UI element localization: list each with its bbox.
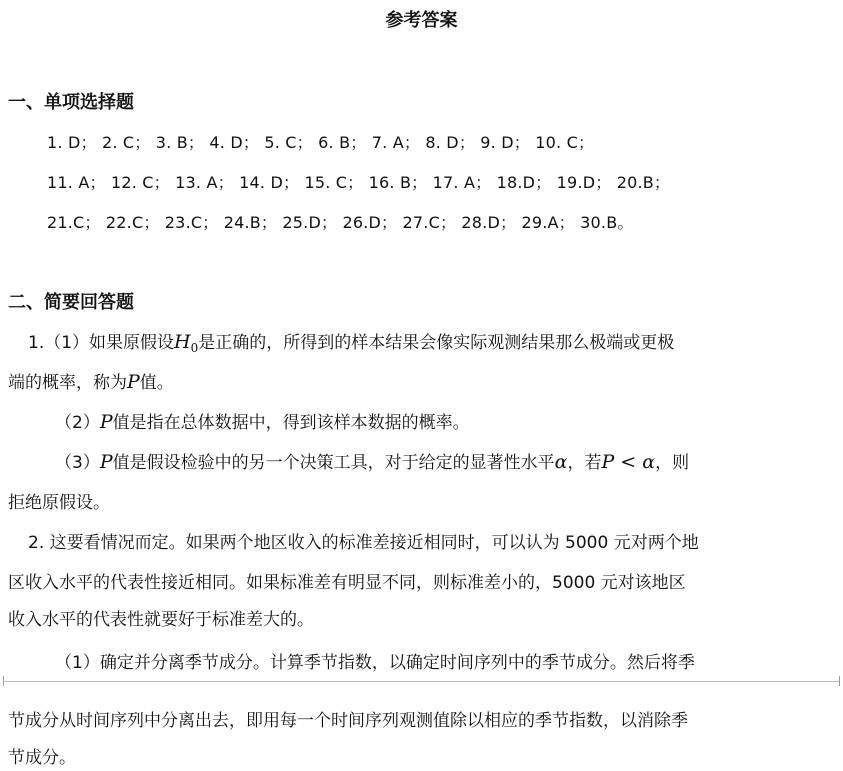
q1-text: ，若 (567, 453, 602, 473)
q2-line5: 节成分从时间序列中分离出去，即用每一个时间序列观测值除以相应的季节指数，以消除季 (8, 711, 688, 731)
symbol-alpha: α (554, 451, 568, 473)
inequality: P < α (601, 451, 656, 473)
symbol-p: P (127, 371, 140, 393)
q1-text: ，则 (655, 453, 690, 473)
section-heading-choice: 一、单项选择题 (8, 92, 134, 113)
q2-line4: （1）确定并分离季节成分。计算季节指数，以确定时间序列中的季节成分。然后将季 (55, 653, 695, 673)
q2-line6: 节成分。 (8, 748, 76, 768)
q1-text: 1.（1）如果原假设 (28, 333, 175, 353)
q1-text: 值。 (139, 373, 174, 393)
q1-part3-line1 (55, 448, 843, 473)
q1-text: 是正确的，所得到的样本结果会像实际观测结果那么极端或更极 (198, 333, 675, 353)
q1-text: （2） (55, 413, 100, 433)
answer-row-2: 11. A； 12. C； 13. A； 14. D； 15. C； 16. B； 17. A； 18.D； 19.D； 20.B； (47, 173, 671, 192)
answer-row-3: 21.C； 22.C； 23.C； 24.B； 25.D； 26.D； 27.C； 28.D； 29.A； 30.B。 (47, 213, 634, 232)
q2-line1: 2. 这要看情况而定。如果两个地区收入的标准差接近相同时，可以认为 5000 元对两个地 (28, 533, 699, 553)
q1-part1-line1 (28, 328, 843, 355)
q1-text: （3） (55, 453, 100, 473)
answer-row-1: 1. D； 2. C； 3. B； 4. D； 5. C； 6. B； 7. A； 8. D； 9. D； 10. C； (47, 133, 595, 152)
q1-part3-line2: 拒绝原假设。 (8, 493, 110, 513)
page-break-divider (0, 680, 843, 684)
symbol-p: P (99, 451, 113, 473)
q1-text: 值是指在总体数据中，得到该样本数据的概率。 (112, 413, 470, 433)
q2-line3: 收入水平的代表性就要好于标准差大的。 (8, 610, 314, 630)
symbol-p: P (99, 411, 113, 433)
page-break-right-marker (836, 676, 840, 686)
page-title: 参考答案 (385, 10, 458, 31)
section-heading-short-answer: 二、简要回答题 (8, 292, 134, 313)
symbol-h0: $H_0$ (174, 331, 199, 355)
q1-text: 端的概率，称为 (8, 373, 127, 393)
q1-text: 值是假设检验中的另一个决策工具，对于给定的显著性水平 (112, 453, 555, 473)
page-break-line (3, 681, 840, 682)
q1-part2 (55, 408, 843, 433)
q2-line2: 区收入水平的代表性接近相同。如果标准差有明显不同，则标准差小的，5000 元对该地区 (8, 573, 686, 593)
q1-part1-line2 (8, 368, 838, 393)
